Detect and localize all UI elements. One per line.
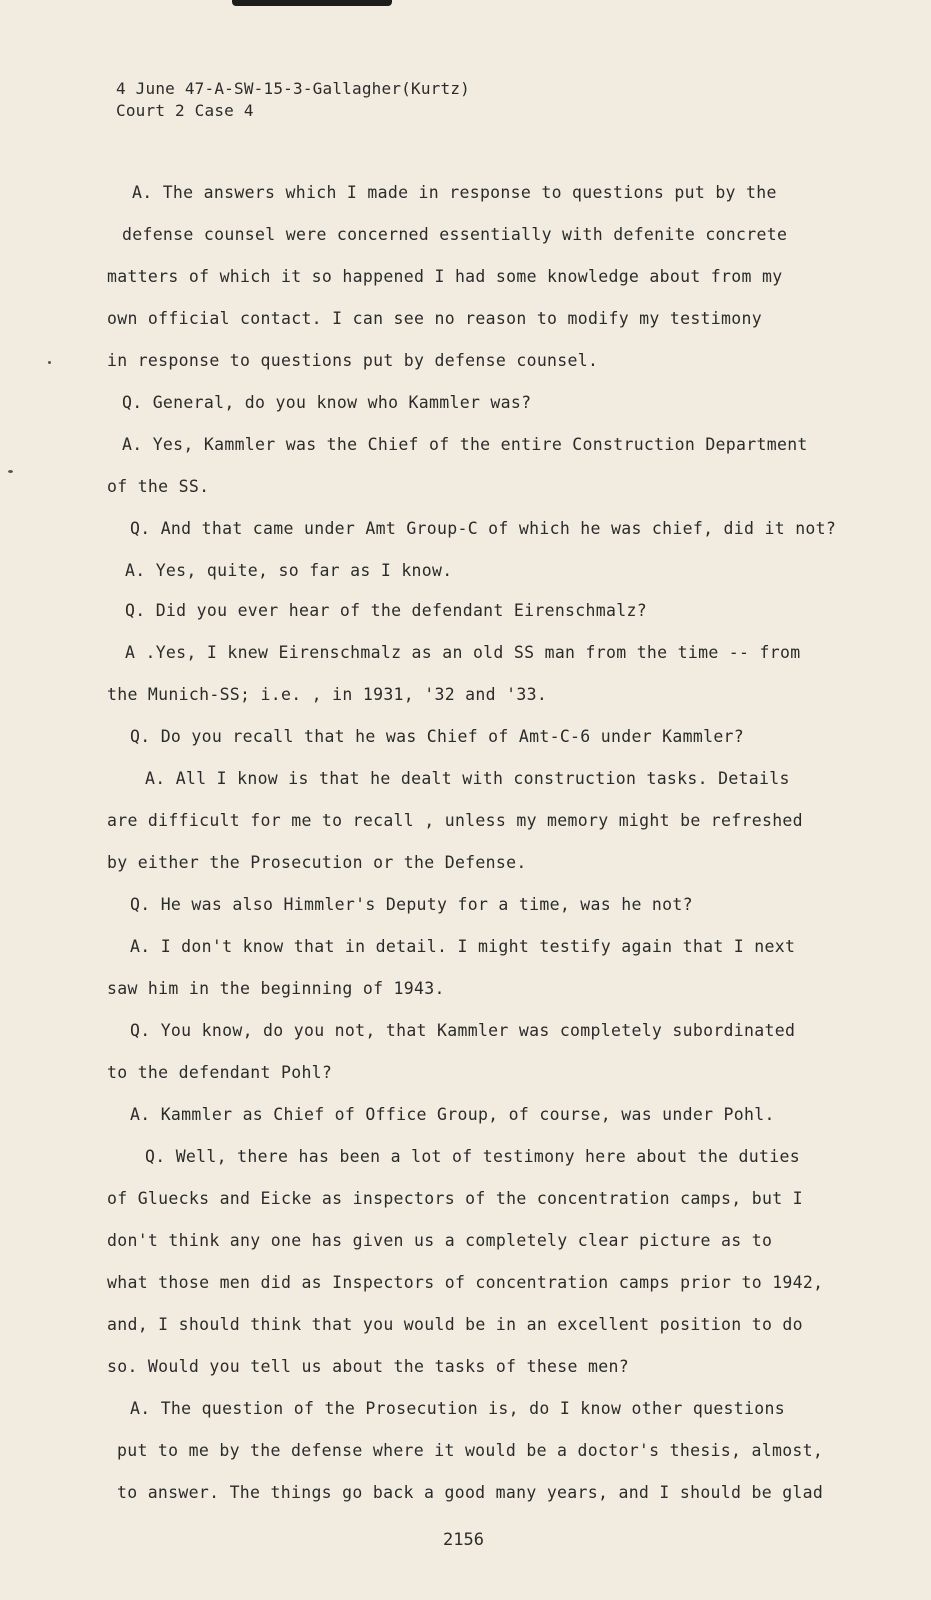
transcript-line: Q. General, do you know who Kammler was? (122, 393, 532, 412)
transcript-line: saw him in the beginning of 1943. (107, 979, 445, 998)
transcript-line: the Munich-SS; i.e. , in 1931, '32 and '33. (107, 685, 548, 704)
transcript-line: Q. Well, there has been a lot of testimony here about the duties (145, 1147, 800, 1166)
transcript-line: own official contact. I can see no reason to modify my testimony (107, 309, 762, 328)
transcript-line: Q. Do you recall that he was Chief of Amt-C-6 under Kammler? (130, 727, 745, 746)
transcript-line: matters of which it so happened I had some knowledge about from my (107, 267, 783, 286)
document-header (116, 78, 470, 122)
transcript-line: A. I don't know that in detail. I might testify again that I next (130, 937, 796, 956)
transcript-line: A .Yes, I knew Eirenschmalz as an old SS man from the time -- from (125, 643, 801, 662)
transcript-line: and, I should think that you would be in an excellent position to do (107, 1315, 803, 1334)
transcript-line: A. The question of the Prosecution is, do I know other questions (130, 1399, 785, 1418)
header-line-date-ref: 4 June 47-A-SW-15-3-Gallagher(Kurtz) (116, 79, 470, 98)
paper-speck (48, 361, 51, 364)
transcript-line: what those men did as Inspectors of concentration camps prior to 1942, (107, 1273, 824, 1292)
transcript-line: in response to questions put by defense counsel. (107, 351, 599, 370)
paper-speck (8, 470, 13, 473)
transcript-line: Q. And that came under Amt Group-C of which he was chief, did it not? (130, 519, 837, 538)
transcript-line: Q. You know, do you not, that Kammler was completely subordinated (130, 1021, 796, 1040)
header-line-court-case: Court 2 Case 4 (116, 101, 254, 120)
transcript-line: of the SS. (107, 477, 210, 496)
transcript-line: A. Yes, Kammler was the Chief of the entire Construction Department (122, 435, 808, 454)
transcript-line: A. Kammler as Chief of Office Group, of course, was under Pohl. (130, 1105, 775, 1124)
transcript-line: A. Yes, quite, so far as I know. (125, 561, 453, 580)
transcript-line: by either the Prosecution or the Defense. (107, 853, 527, 872)
transcript-line: to answer. The things go back a good many years, and I should be glad (117, 1483, 824, 1502)
transcript-line: are difficult for me to recall , unless my memory might be refreshed (107, 811, 803, 830)
transcript-line: put to me by the defense where it would be a doctor's thesis, almost, (117, 1441, 824, 1460)
transcript-line: A. All I know is that he dealt with construction tasks. Details (145, 769, 790, 788)
page-number: 2156 (443, 1530, 484, 1550)
transcript-line: defense counsel were concerned essentially with defenite concrete (122, 225, 788, 244)
transcript-line: to the defendant Pohl? (107, 1063, 333, 1082)
transcript-line: don't think any one has given us a completely clear picture as to (107, 1231, 773, 1250)
transcript-line: A. The answers which I made in response to questions put by the (132, 183, 777, 202)
transcript-line: Q. He was also Himmler's Deputy for a time, was he not? (130, 895, 693, 914)
transcript-line: Q. Did you ever hear of the defendant Eirenschmalz? (125, 601, 647, 620)
transcript-line: of Gluecks and Eicke as inspectors of the concentration camps, but I (107, 1189, 803, 1208)
binding-clip (232, 0, 392, 6)
transcript-line: so. Would you tell us about the tasks of these men? (107, 1357, 629, 1376)
